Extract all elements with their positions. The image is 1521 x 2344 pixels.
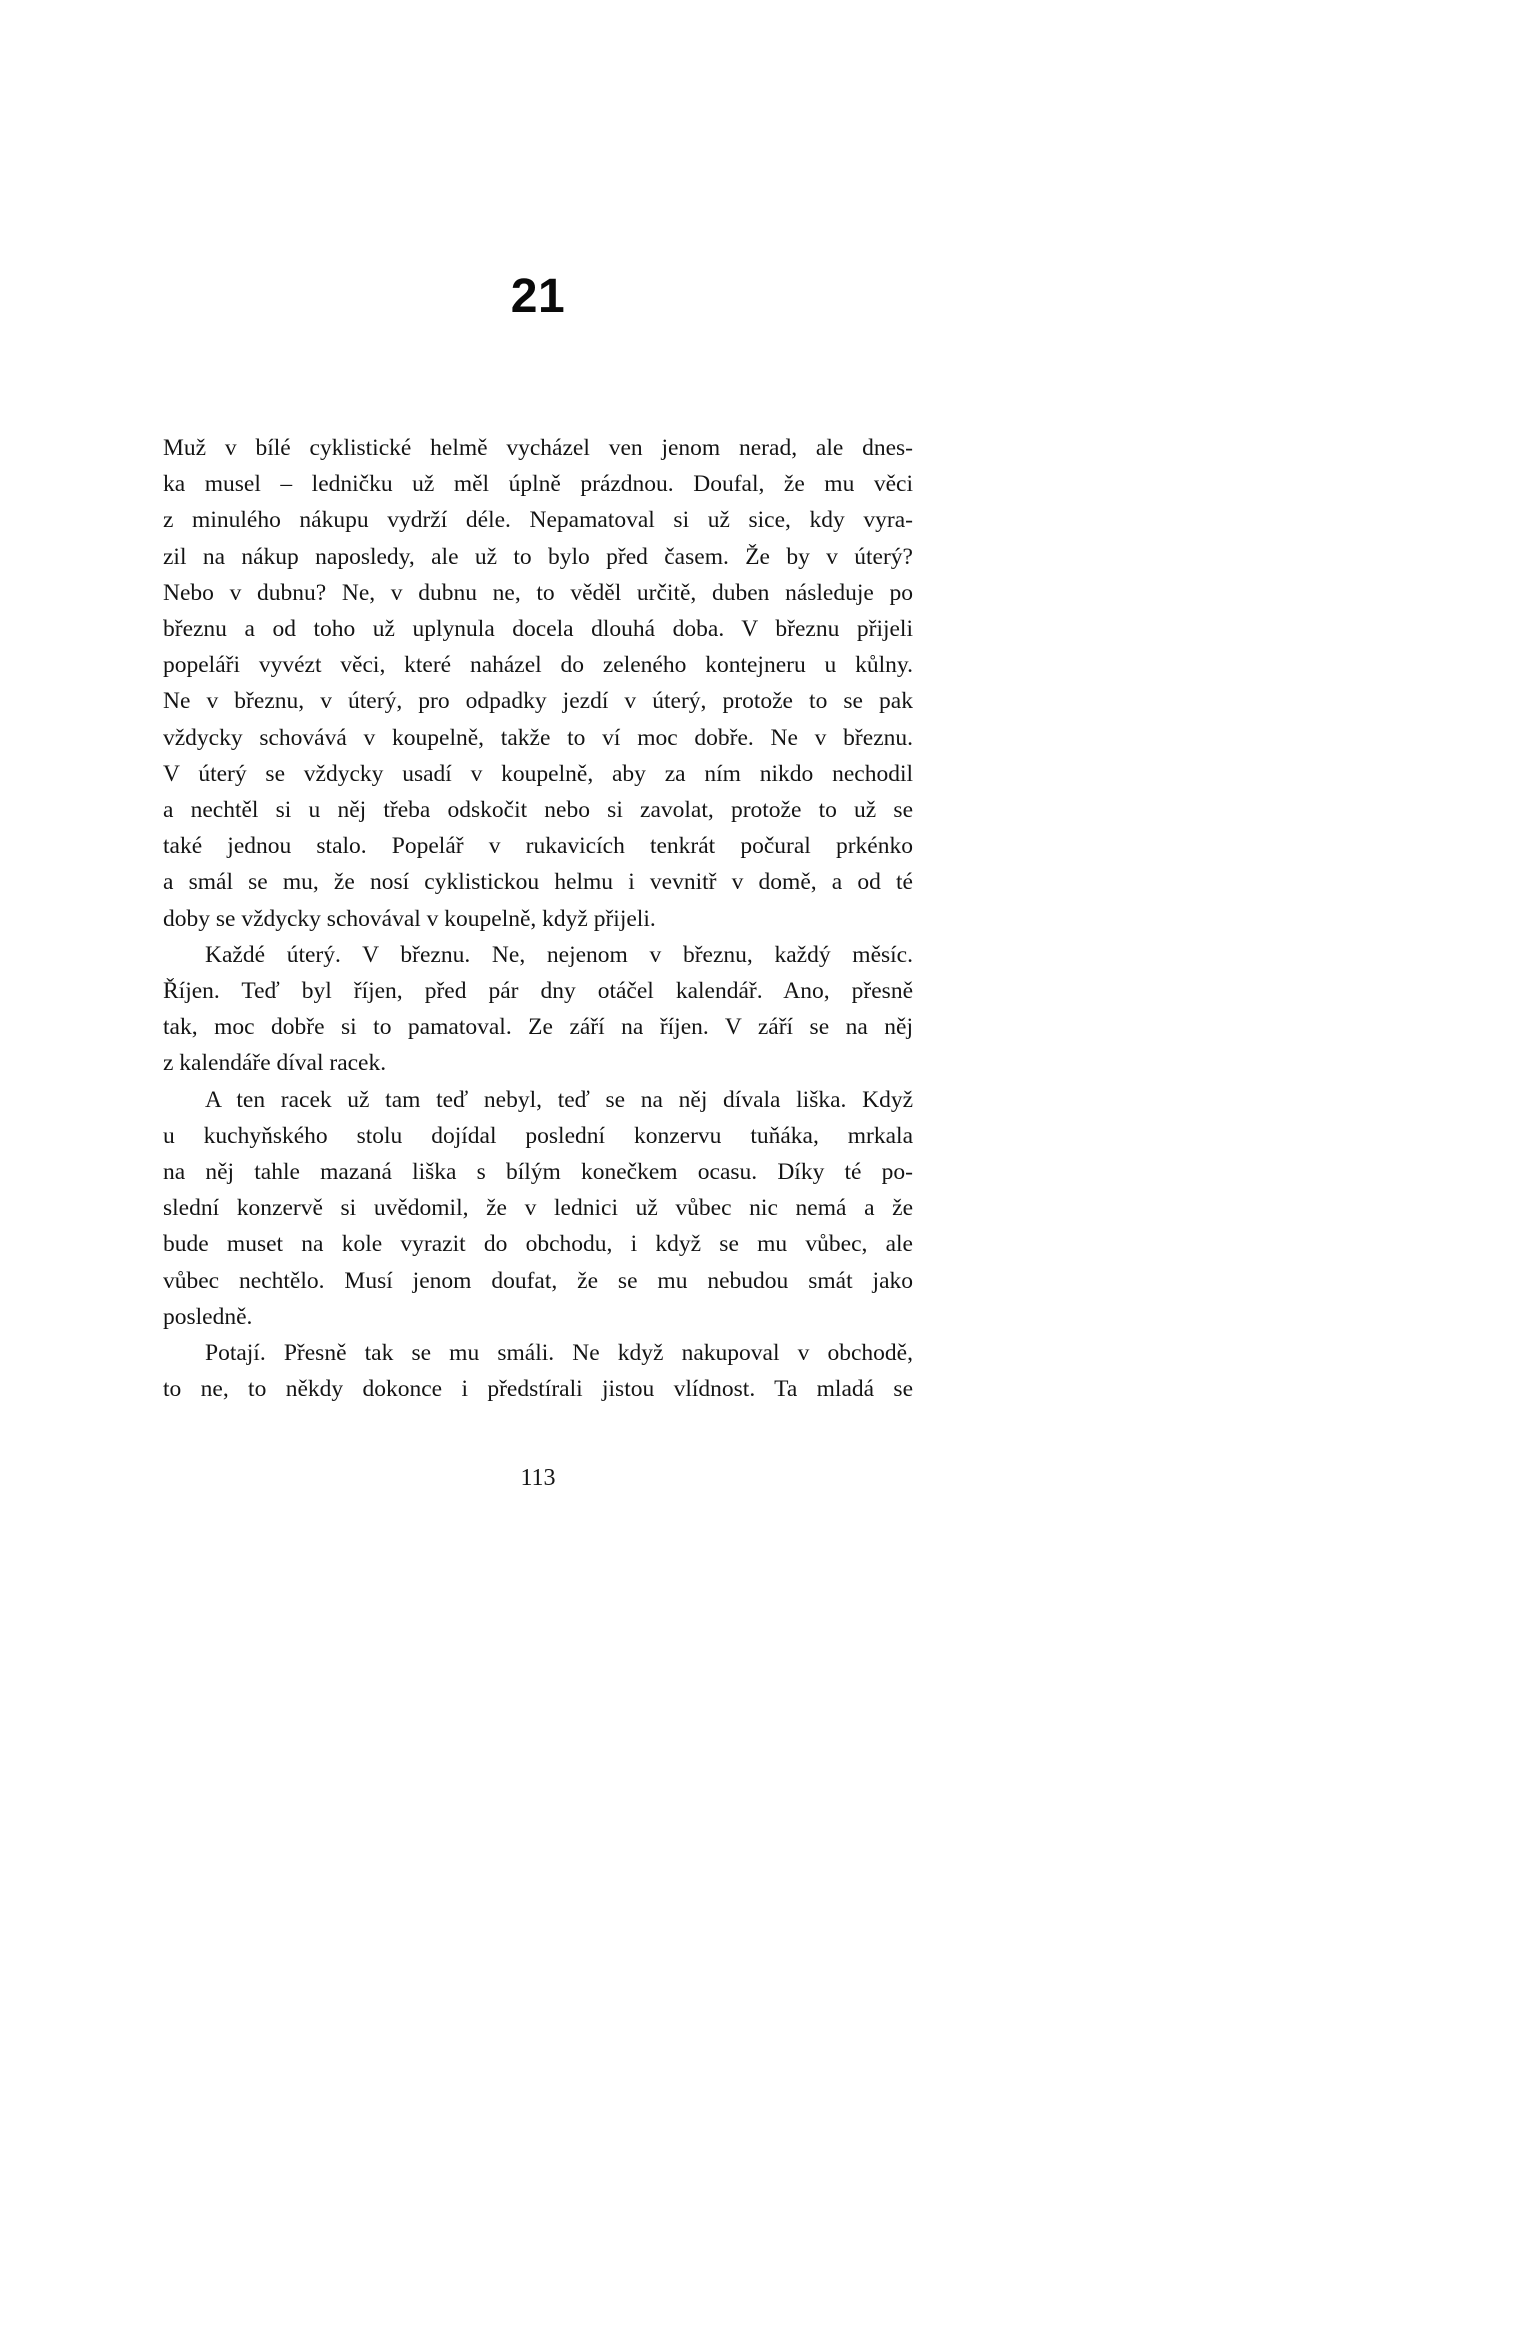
text-line: na něj tahle mazaná liška s bílým konečkem ocasu. Díky té po- [163, 1159, 913, 1186]
text-line: u kuchyňského stolu dojídal poslední konzervu tuňáka, mrkala [163, 1122, 913, 1149]
text-line: posledně. [163, 1303, 253, 1330]
text-line: březnu a od toho už uplynula docela dlouhá doba. V březnu přijeli [163, 616, 913, 643]
page-number: 113 [520, 1465, 556, 1491]
text-line: ka musel – ledničku už měl úplně prázdnou. Doufal, že mu věci [163, 471, 913, 498]
text-line: slední konzervě si uvědomil, že v lednici už vůbec nic nemá a že [163, 1195, 913, 1222]
text-line: vždycky schovává v koupelně, takže to ví moc dobře. Ne v březnu. [163, 724, 913, 751]
text-line: z minulého nákupu vydrží déle. Nepamatoval si už sice, kdy vyra- [163, 507, 913, 534]
text-line: Potají. Přesně tak se mu smáli. Ne když nakupoval v obchodě, [205, 1340, 913, 1367]
text-line: tak, moc dobře si to pamatoval. Ze září na říjen. V září se na něj [163, 1014, 913, 1041]
paragraph [163, 1335, 913, 1407]
text-line: také jednou stalo. Popelář v rukavicích tenkrát počural prkénko [163, 833, 913, 860]
text-line: bude muset na kole vyrazit do obchodu, i když se mu vůbec, ale [163, 1231, 913, 1258]
text-line: popeláři vyvézt věci, které naházel do zeleného kontejneru u kůlny. [163, 652, 913, 679]
chapter-number: 21 [510, 270, 566, 323]
text-line: vůbec nechtělo. Musí jenom doufat, že se mu nebudou smát jako [163, 1267, 913, 1294]
paragraph [163, 1082, 913, 1335]
text-line: A ten racek už tam teď nebyl, teď se na něj dívala liška. Když [205, 1086, 913, 1113]
text-line: Ne v březnu, v úterý, pro odpadky jezdí v úterý, protože to se pak [163, 688, 913, 715]
text-line: to ne, to někdy dokonce i předstírali jistou vlídnost. Ta mladá se [163, 1376, 913, 1403]
paragraph [163, 430, 913, 937]
text-line: Říjen. Teď byl říjen, před pár dny otáčel kalendář. Ano, přesně [163, 978, 913, 1005]
text-line: zil na nákup naposledy, ale už to bylo před časem. Že by v úterý? [163, 543, 913, 570]
text-line: Muž v bílé cyklistické helmě vycházel ven jenom nerad, ale dnes- [163, 435, 913, 461]
text-line: z kalendáře díval racek. [163, 1050, 387, 1077]
text-line: Každé úterý. V březnu. Ne, nejenom v březnu, každý měsíc. [205, 941, 913, 968]
text-line: doby se vždycky schovával v koupelně, když přijeli. [163, 905, 656, 932]
text-line: a nechtěl si u něj třeba odskočit nebo si zavolat, protože to už se [163, 797, 913, 824]
text-block [163, 430, 913, 1407]
text-line: V úterý se vždycky usadí v koupelně, aby za ním nikdo nechodil [163, 760, 913, 787]
text-line: a smál se mu, že nosí cyklistickou helmu i vevnitř v domě, a od té [163, 869, 913, 896]
paragraph [163, 937, 913, 1082]
text-line: Nebo v dubnu? Ne, v dubnu ne, to věděl určitě, duben následuje po [163, 579, 913, 606]
